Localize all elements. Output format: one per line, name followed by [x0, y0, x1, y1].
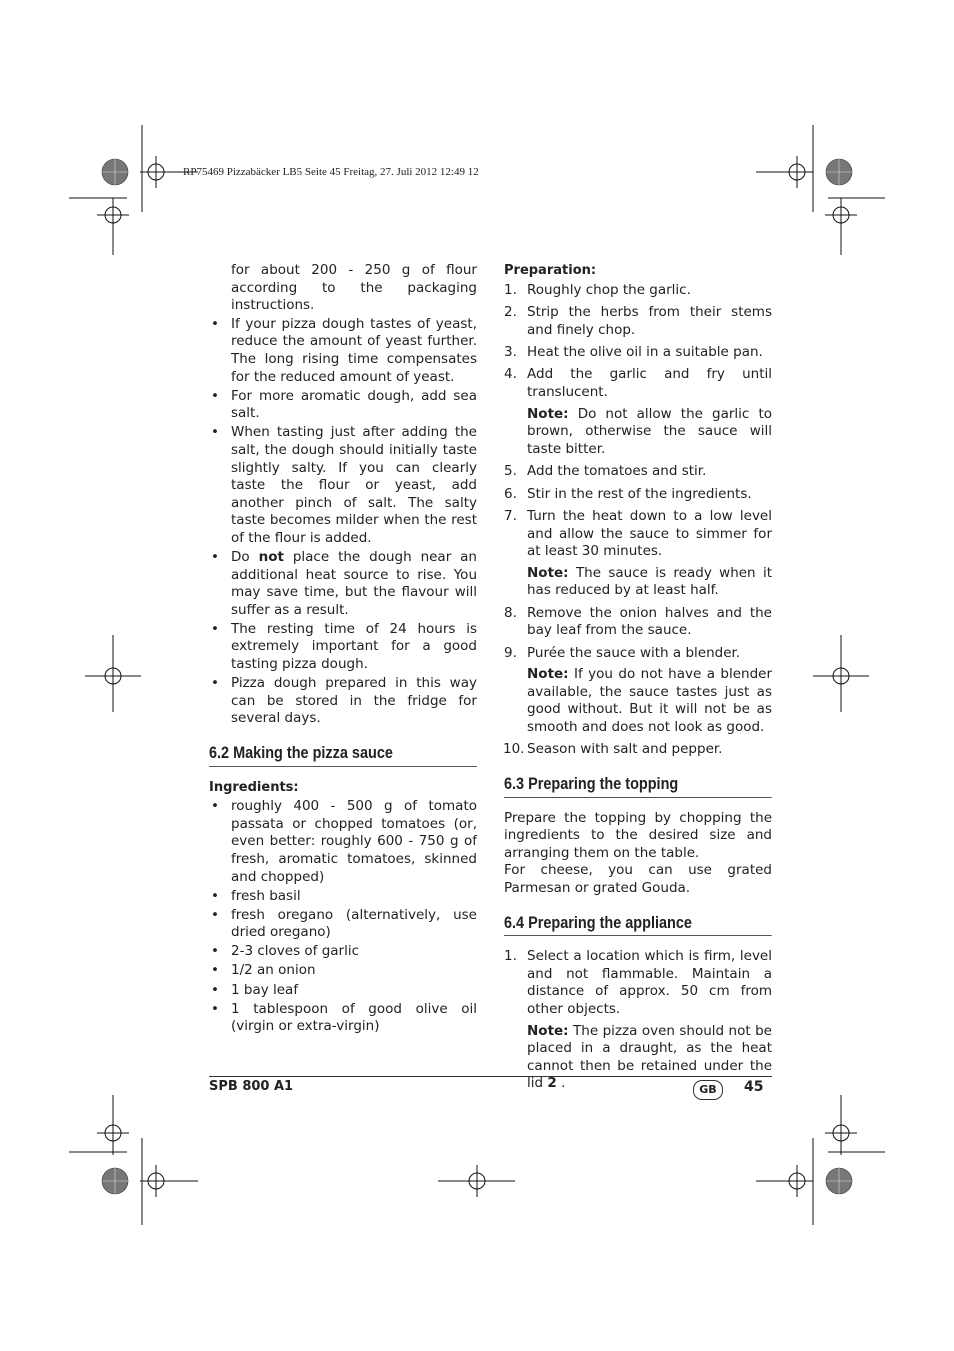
note-text: . [556, 1075, 566, 1092]
step-text: Purée the sauce with a blender. [527, 644, 741, 661]
emphasis: not [258, 549, 284, 565]
list-item [504, 366, 772, 458]
list-item: • If your pizza dough tastes of yeast, reduce the amount of yeast further. The long rising time compensates for the reduced amount of yeast. [209, 316, 477, 386]
list-item [504, 645, 772, 737]
section-heading-wrapper [209, 744, 477, 767]
step-text: Roughly chop the garlic. [527, 281, 691, 298]
ingredients-list [209, 798, 477, 1036]
step-text: Select a location which is firm, level and not flammable. Maintain a distance of approx. 50 cm from other objects. [527, 948, 772, 1017]
ingredients-label: Ingredients: [209, 779, 299, 795]
text-part: Do [231, 549, 259, 565]
step-text: Heat the olive oil in a suitable pan. [527, 343, 763, 360]
note-label: Note: [527, 405, 569, 422]
right-column [504, 262, 772, 1098]
list-item: • fresh oregano (alternatively, use dried oregano) [209, 907, 477, 942]
left-column [209, 262, 477, 1037]
language-badge: GB [693, 1080, 723, 1100]
note-text: Do not allow the garlic to brown, otherwise the sauce will taste bitter. [527, 405, 772, 457]
section-heading-6-2: 6.2 Making the pizza sauce [209, 744, 477, 767]
note [527, 666, 772, 736]
intro-text: for about 200 - 250 g of flour according to the packaging instructions. [231, 262, 477, 314]
step-number: 3. [504, 343, 517, 360]
print-header: RP75469 Pizzabäcker LB5 Seite 45 Freitag, 27. Juli 2012 12:49 12 [183, 166, 479, 178]
list-item [504, 741, 772, 759]
list-item [504, 304, 772, 339]
list-item [504, 344, 772, 362]
section-heading-6-3: 6.3 Preparing the topping [504, 775, 772, 798]
step-number: 10. [503, 741, 525, 758]
note-label: Note: [527, 1022, 569, 1039]
appliance-steps [504, 948, 772, 1093]
note-text: The pizza oven should not be placed in a draught, as the heat cannot then be retained under the lid [527, 1022, 772, 1092]
list-item [504, 282, 772, 300]
note [527, 565, 772, 600]
list-item [209, 549, 477, 619]
list-item: • 1 bay leaf [209, 982, 477, 1000]
note [527, 1023, 772, 1093]
section-heading-wrapper [504, 775, 772, 798]
step-text: Turn the heat down to a low level and allow the sauce to simmer for at least 30 minutes. [527, 507, 772, 560]
note [527, 406, 772, 459]
topping-paragraph: Prepare the topping by chopping the ingredients to the desired size and arranging them on the table. [504, 809, 772, 861]
list-item [504, 605, 772, 640]
note-text: If you do not have a blender available, the sauce tastes just as good without. But it will not be as smooth and does not look as good. [527, 666, 772, 736]
note-label: Note: [527, 666, 569, 683]
footer-model: SPB 800 A1 [209, 1079, 294, 1094]
list-item: • 2-3 cloves of garlic [209, 943, 477, 961]
list-item [504, 948, 772, 1093]
step-text: Add the garlic and fry until translucent. [527, 366, 772, 400]
list-item: • The resting time of 24 hours is extremely important for a good tasting pizza dough. [209, 621, 477, 674]
list-item: • For more aromatic dough, add sea salt. [209, 388, 477, 423]
list-item: • When tasting just after adding the salt, the dough should initially taste slightly salty. If you can clearly taste the flour or yeast, add another pinch of salt. The salty taste becomes milder when the rest of the flour is added. [209, 424, 477, 547]
step-text: Stir in the rest of the ingredients. [527, 485, 752, 502]
step-text: Strip the herbs from their stems and finely chop. [527, 303, 772, 338]
list-item: • 1/2 an onion [209, 962, 477, 980]
list-item [504, 463, 772, 481]
list-item [504, 508, 772, 600]
step-number: 1. [504, 948, 517, 965]
page-number: 45 [744, 1079, 764, 1095]
step-number: 6. [504, 485, 517, 502]
list-item: • 1 tablespoon of good olive oil (virgin or extra-virgin) [209, 1001, 477, 1036]
step-text: Add the tomatoes and stir. [527, 463, 707, 480]
cheese-paragraph: For cheese, you can use grated Parmesan or grated Gouda. [504, 862, 772, 896]
preparation-steps [504, 282, 772, 759]
note-label: Note: [527, 564, 569, 581]
list-item [504, 486, 772, 504]
list-item: • roughly 400 - 500 g of tomato passata or chopped tomatoes (or, even better: roughly 600 - 750 g of fresh, aromatic tomatoes, skinned and chopped) [209, 798, 477, 886]
preparation-label: Preparation: [504, 263, 597, 278]
section-heading-6-4: 6.4 Preparing the appliance [504, 914, 772, 937]
part-reference: 2 [547, 1075, 557, 1092]
note-text: The sauce is ready when it has reduced by at least half. [527, 564, 772, 599]
text-part: place the dough near an additional heat source to rise. You may save time, but the flavour will suffer as a result. [231, 549, 477, 618]
list-item: • fresh basil [209, 888, 477, 906]
footer-rule [209, 1076, 772, 1077]
step-number: 2. [504, 303, 517, 320]
tips-list [209, 316, 477, 728]
step-text: Season with salt and pepper. [527, 741, 723, 758]
step-number: 9. [504, 644, 517, 661]
step-number: 4. [504, 366, 517, 383]
step-number: 5. [504, 463, 517, 480]
step-number: 7. [504, 507, 517, 524]
list-item: • Pizza dough prepared in this way can be stored in the fridge for several days. [209, 675, 477, 728]
step-number: 1. [504, 281, 517, 298]
section-heading-wrapper [504, 914, 772, 937]
step-text: Remove the onion halves and the bay leaf from the sauce. [527, 604, 772, 639]
step-number: 8. [504, 604, 517, 621]
